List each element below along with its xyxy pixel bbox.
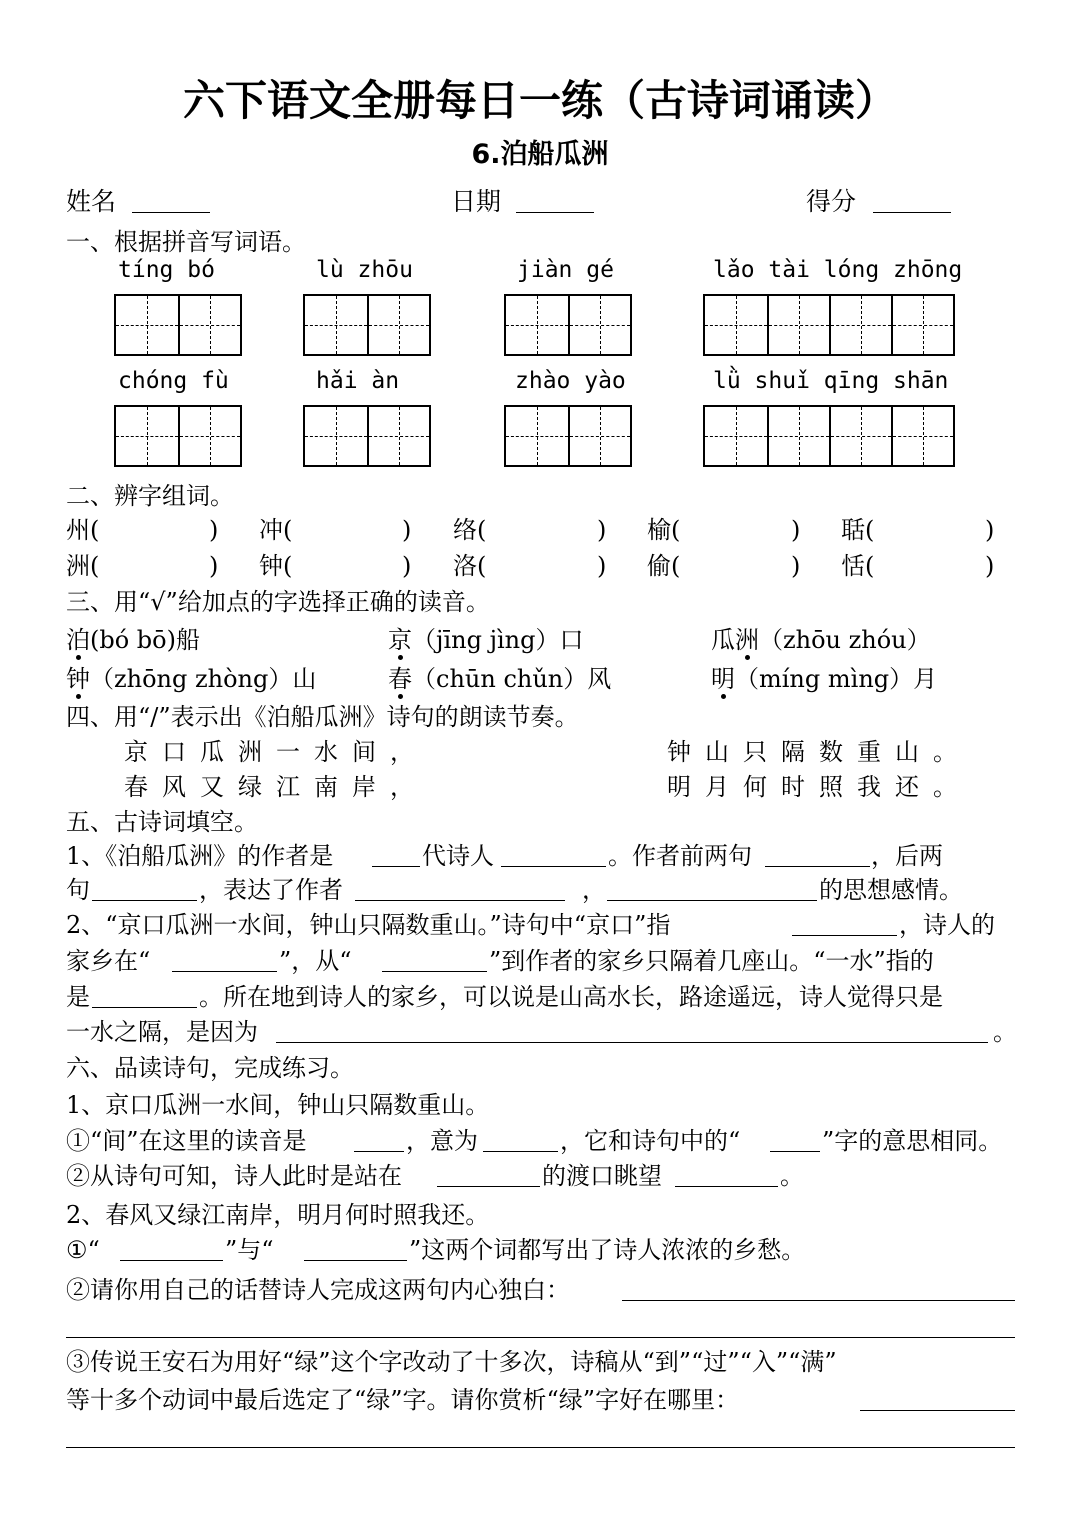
writing-grid[interactable] [504, 405, 632, 467]
question-text: ①“ [66, 1236, 100, 1264]
question-text: 2、“京口瓜洲一水间，钟山只隔数重山。”诗句中“京口”指 [66, 911, 671, 939]
question-text: ”，从“ [279, 947, 352, 975]
writing-grid[interactable] [114, 405, 242, 467]
answer-blank[interactable] [483, 1151, 558, 1152]
pronunciation-item[interactable]: 京（jīng jìng）口 [388, 626, 584, 654]
question-text: 2、春风又绿江南岸，明月何时照我还。 [66, 1201, 490, 1229]
pinyin-label: hǎi àn [316, 368, 400, 394]
pinyin-label: lǎo tài lóng zhōng [713, 257, 963, 283]
question-text: ②从诗句可知，诗人此时是站在 [66, 1162, 402, 1190]
close-paren: ) [791, 552, 801, 580]
answer-blank[interactable] [120, 1260, 223, 1261]
grid-cell[interactable] [305, 407, 367, 465]
writing-grid[interactable] [703, 405, 955, 467]
grid-cell[interactable] [305, 296, 367, 354]
section-1-heading: 一、根据拼音写词语。 [66, 228, 306, 256]
grid-cell[interactable] [568, 407, 630, 465]
close-paren: ) [985, 516, 995, 544]
close-paren: ) [209, 516, 219, 544]
grid-cell[interactable] [367, 407, 429, 465]
section-4-heading: 四、用“/”表示出《泊船瓜洲》诗句的朗读节奏。 [66, 703, 579, 731]
question-text: 的渡口眺望 [542, 1162, 662, 1190]
pinyin-label: lù zhōu [316, 257, 413, 283]
poem-line[interactable]: 春风又绿江南岸， [124, 773, 428, 801]
question-text: ③传说王安石为用好“绿”这个字改动了十多次，诗稿从“到”“过”“入”“满” [66, 1348, 837, 1376]
section-6-heading: 六、品读诗句，完成练习。 [66, 1054, 354, 1082]
answer-blank[interactable] [765, 866, 870, 867]
question-text: ”这两个词都写出了诗人浓浓的乡愁。 [409, 1236, 806, 1264]
writing-grid[interactable] [504, 294, 632, 356]
dotted-char: 洲 [735, 626, 759, 654]
question-text: 。所在地到诗人的家乡，可以说是山高水长，路途遥远，诗人觉得只是 [199, 983, 943, 1011]
question-text: ”与“ [225, 1236, 274, 1264]
pronunciation-item[interactable]: 春（chūn chǔn）风 [388, 665, 612, 693]
question-text: ①“间”在这里的读音是 [66, 1127, 307, 1155]
question-text: 。 [993, 1018, 1017, 1046]
question-text: 。 [780, 1162, 804, 1190]
grid-cell[interactable] [568, 296, 630, 354]
question-text: ，表达了作者 [199, 876, 343, 904]
grid-cell[interactable] [178, 407, 240, 465]
writing-grid[interactable] [703, 294, 955, 356]
question-text: ，后两 [871, 842, 943, 870]
pinyin-label: tíng bó [118, 257, 215, 283]
answer-blank[interactable] [276, 1042, 988, 1043]
answer-blank[interactable] [382, 971, 487, 972]
question-text: 1、《泊船瓜洲》的作者是 [66, 842, 334, 870]
question-text: 1、京口瓜洲一水间，钟山只隔数重山。 [66, 1091, 490, 1119]
grid-cell[interactable] [705, 407, 767, 465]
close-paren: ) [209, 552, 219, 580]
grid-cell[interactable] [891, 407, 953, 465]
char-item: 络( [453, 516, 487, 544]
close-paren: ) [402, 552, 412, 580]
answer-blank[interactable] [860, 1410, 1015, 1411]
char-item: 恬( [841, 552, 875, 580]
dotted-char: 京 [388, 626, 412, 654]
grid-cell[interactable] [767, 407, 829, 465]
page-subtitle: 6.泊船瓜洲 [471, 139, 609, 170]
close-paren: ) [597, 516, 607, 544]
date-blank[interactable] [516, 212, 594, 213]
question-text: 的思想感情。 [819, 876, 963, 904]
answer-blank[interactable] [607, 900, 817, 901]
char-item: 冲( [259, 516, 293, 544]
question-text: ， [582, 876, 606, 904]
answer-blank[interactable] [792, 935, 897, 936]
question-text: ，它和诗句中的“ [560, 1127, 741, 1155]
dotted-char: 春 [388, 665, 412, 693]
answer-blank[interactable] [770, 1151, 820, 1152]
answer-blank[interactable] [355, 900, 565, 901]
score-label: 得分 [806, 187, 857, 216]
char-item: 榆( [647, 516, 681, 544]
question-text: 家乡在“ [66, 947, 151, 975]
grid-cell[interactable] [829, 296, 891, 354]
name-label: 姓名 [66, 187, 117, 216]
grid-cell[interactable] [506, 407, 568, 465]
question-text: 一水之隔，是因为 [66, 1018, 258, 1046]
grid-cell[interactable] [506, 296, 568, 354]
grid-cell[interactable] [705, 296, 767, 354]
date-label: 日期 [451, 187, 502, 216]
grid-cell[interactable] [116, 407, 178, 465]
answer-blank[interactable] [354, 1151, 404, 1152]
writing-grid[interactable] [303, 405, 431, 467]
char-item: 州( [66, 516, 100, 544]
grid-cell[interactable] [367, 296, 429, 354]
writing-grid[interactable] [114, 294, 242, 356]
section-5-heading: 五、古诗词填空。 [66, 808, 258, 836]
poem-line[interactable]: 明月何时照我还。 [667, 773, 971, 801]
answer-line[interactable] [66, 1447, 1015, 1448]
close-paren: ) [791, 516, 801, 544]
grid-cell[interactable] [829, 407, 891, 465]
poem-line[interactable]: 钟山只隔数重山。 [667, 738, 971, 766]
dotted-char: 钟 [66, 665, 90, 693]
pinyin-label: zhào yào [515, 368, 626, 394]
close-paren: ) [985, 552, 995, 580]
answer-blank[interactable] [92, 900, 197, 901]
score-blank[interactable] [873, 212, 951, 213]
answer-blank[interactable] [437, 1186, 540, 1187]
answer-blank[interactable] [304, 1260, 407, 1261]
dotted-char: 明 [711, 665, 735, 693]
answer-blank[interactable] [92, 1007, 197, 1008]
answer-blank[interactable] [622, 1300, 1015, 1301]
answer-blank[interactable] [172, 971, 277, 972]
answer-blank[interactable] [675, 1186, 778, 1187]
char-item: 偷( [647, 552, 681, 580]
name-blank[interactable] [132, 212, 210, 213]
question-text: ，意为 [406, 1127, 478, 1155]
question-text: ，诗人的 [899, 911, 995, 939]
char-item: 洛( [453, 552, 487, 580]
pronunciation-item[interactable]: 泊(bó bō)船 [66, 626, 200, 654]
grid-cell[interactable] [178, 296, 240, 354]
char-item: 聒( [841, 516, 875, 544]
pinyin-label: lǜ shuǐ qīng shān [713, 368, 949, 394]
pinyin-label: chóng fù [118, 368, 229, 394]
question-text: 代诗人 [422, 842, 494, 870]
poem-line[interactable]: 京口瓜洲一水间， [124, 738, 428, 766]
answer-blank[interactable] [372, 866, 420, 867]
question-text: 句 [66, 876, 90, 904]
grid-cell[interactable] [116, 296, 178, 354]
pronunciation-item[interactable]: 明（míng mìng）月 [711, 665, 938, 693]
char-item: 洲( [66, 552, 100, 580]
answer-blank[interactable] [501, 866, 606, 867]
question-text: ”字的意思相同。 [822, 1127, 1003, 1155]
section-3-heading: 三、用“√”给加点的字选择正确的读音。 [66, 588, 490, 616]
answer-line[interactable] [66, 1337, 1015, 1338]
char-item: 钟( [259, 552, 293, 580]
writing-grid[interactable] [303, 294, 431, 356]
dotted-char: 泊 [66, 626, 90, 654]
pronunciation-item[interactable]: 钟（zhōng zhòng）山 [66, 665, 317, 693]
page-title: 六下语文全册每日一练（古诗词诵读） [182, 76, 897, 125]
grid-cell[interactable] [891, 296, 953, 354]
section-2-heading: 二、辨字组词。 [66, 482, 234, 510]
question-text: ”到作者的家乡只隔着几座山。“一水”指的 [489, 947, 934, 975]
question-text: 等十多个动词中最后选定了“绿”字。请你赏析“绿”字好在哪里： [66, 1386, 740, 1414]
grid-cell[interactable] [767, 296, 829, 354]
question-text: 。作者前两句 [608, 842, 752, 870]
pronunciation-item[interactable]: 瓜洲（zhōu zhóu） [711, 626, 931, 654]
question-text: 是 [66, 983, 90, 1011]
question-text: ②请你用自己的话替诗人完成这两句内心独白： [66, 1276, 570, 1304]
pinyin-label: jiàn gé [517, 257, 614, 283]
close-paren: ) [402, 516, 412, 544]
close-paren: ) [597, 552, 607, 580]
